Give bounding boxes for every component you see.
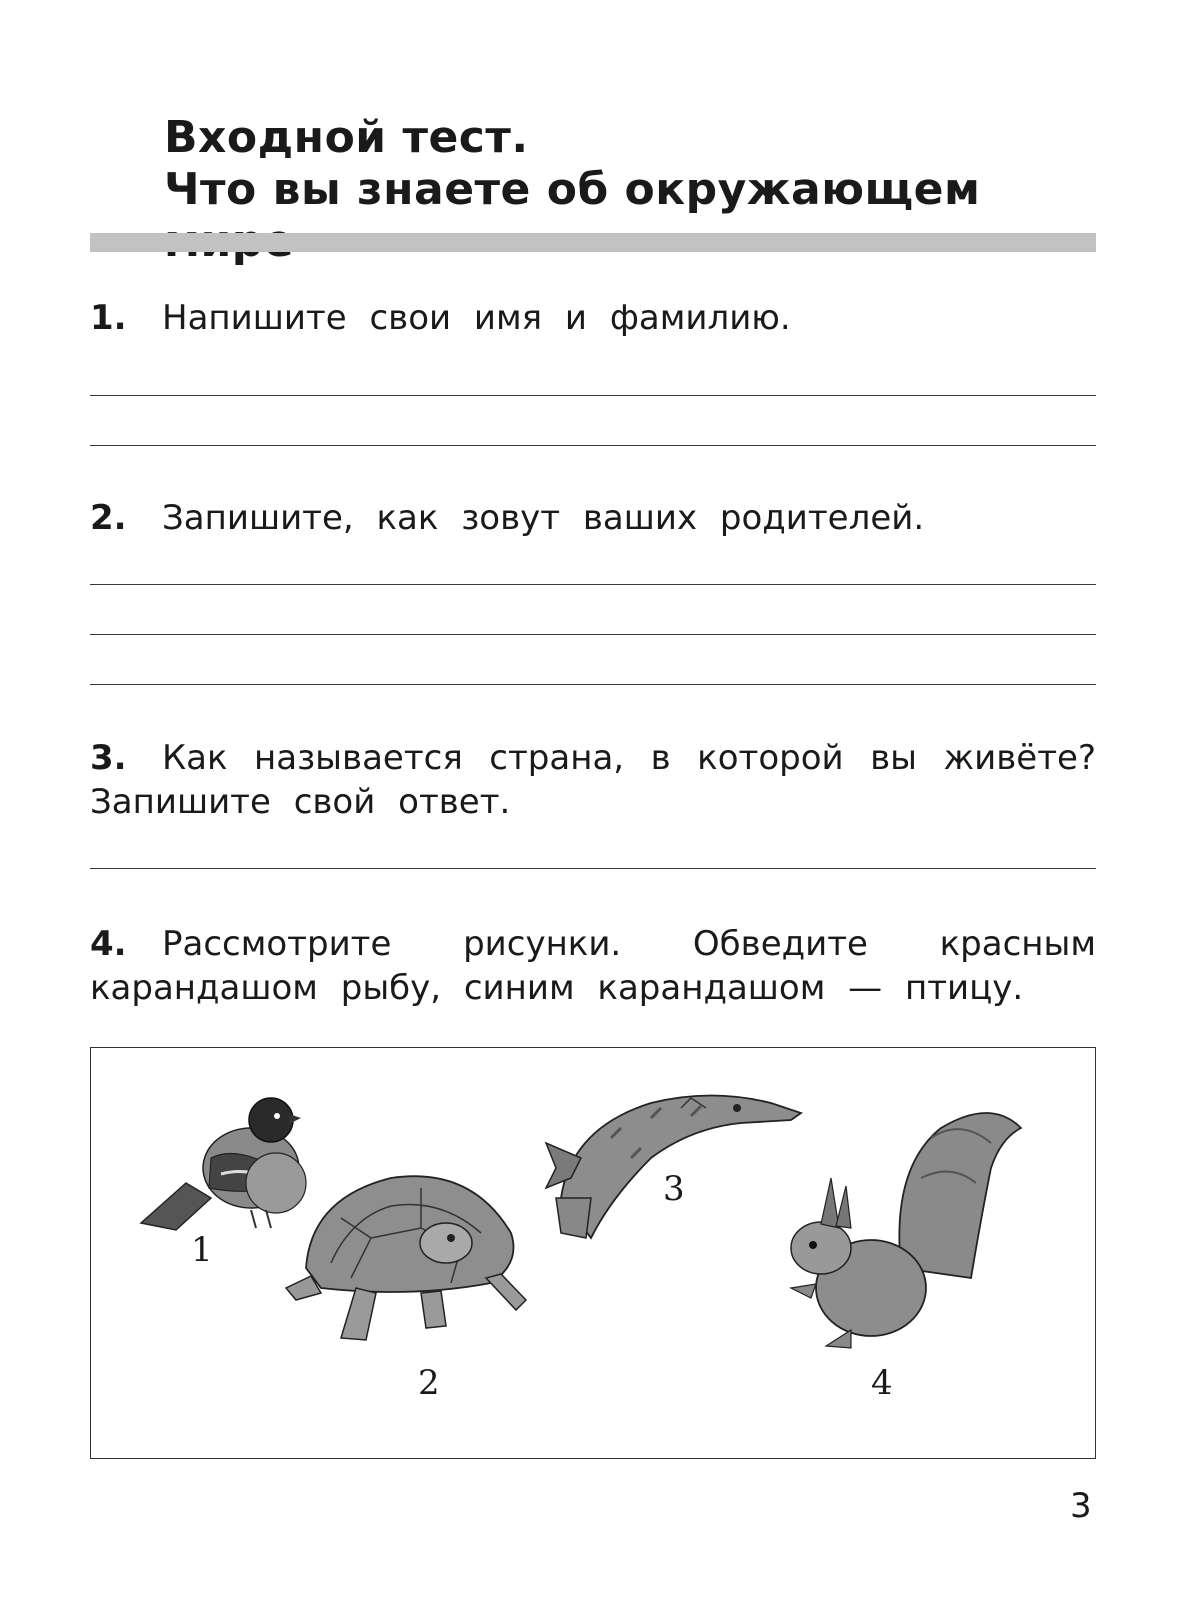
answer-line-1a[interactable] (90, 395, 1096, 396)
figure-label-2: 2 (418, 1363, 440, 1403)
page-number: 3 (1070, 1486, 1092, 1526)
task-2-number: 2. (90, 498, 127, 538)
task-2-text: Запишите, как зовут ваших родителей. (162, 498, 925, 538)
title-line-2: Что вы знаете об окружающем (164, 164, 981, 215)
answer-line-2b[interactable] (90, 634, 1096, 635)
task-2 (90, 496, 1096, 540)
bullfinch-bird-icon[interactable] (141, 1098, 306, 1230)
task-4-number: 4. (90, 924, 127, 964)
task-4-text: Рассмотрите рисунки. Обведите красным карандашом рыбу, синим карандашом — птицу. (90, 924, 1096, 1008)
animals-illustration (91, 1048, 1096, 1459)
task-4 (90, 922, 1096, 1010)
pike-fish-icon[interactable] (546, 1096, 801, 1239)
task-1-text: Напишите свои имя и фамилию. (162, 298, 791, 338)
turtle-icon[interactable] (286, 1176, 526, 1340)
task-3-number: 3. (90, 738, 127, 778)
task-3-text: Как называется страна, в которой вы живёте? Запишите свой ответ. (90, 738, 1096, 822)
task-3 (90, 736, 1096, 824)
animals-picture-frame (90, 1047, 1096, 1459)
answer-line-3[interactable] (90, 868, 1096, 869)
task-1 (90, 296, 1096, 340)
task-1-number: 1. (90, 298, 127, 338)
figure-label-1: 1 (191, 1230, 213, 1270)
figure-label-4: 4 (871, 1363, 893, 1403)
squirrel-icon[interactable] (791, 1113, 1021, 1348)
title-underline-bar (90, 233, 1096, 252)
answer-line-2a[interactable] (90, 584, 1096, 585)
title-line-1: Входной тест. (164, 112, 529, 163)
figure-label-3: 3 (663, 1169, 685, 1209)
answer-line-2c[interactable] (90, 684, 1096, 685)
answer-line-1b[interactable] (90, 445, 1096, 446)
